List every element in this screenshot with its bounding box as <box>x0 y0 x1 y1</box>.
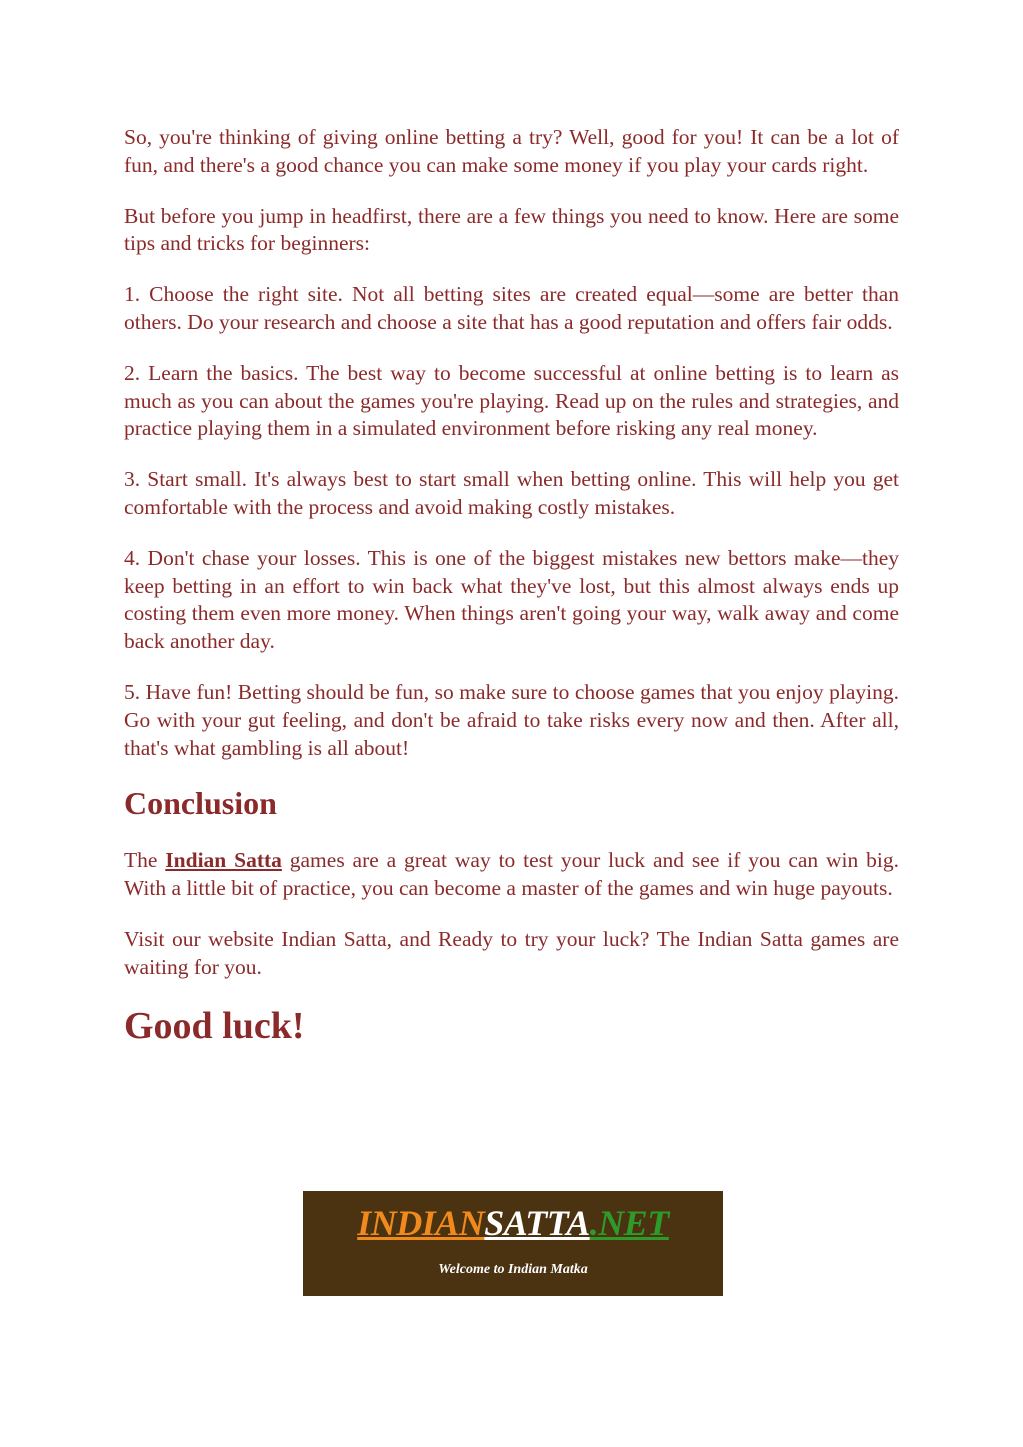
logo-word-indian: INDIAN <box>357 1203 485 1243</box>
before-paragraph: But before you jump in headfirst, there are a few things you need to know. Here are some tips and tricks for beginners: <box>124 203 899 256</box>
tip-2-paragraph: 2. Learn the basics. The best way to become successful at online betting is to learn as much as you can about the games you're playing. Read up on the rules and strategies, and practice playing them in a simulated environment before risking any real money. <box>124 360 899 441</box>
indian-satta-link[interactable]: Indian Satta <box>165 848 282 873</box>
tip-4-paragraph: 4. Don't chase your losses. This is one of the biggest mistakes new bettors make—they keep betting in an effort to win back what they've lost, but this almost always ends up costing them even more money. When things aren't going your way, walk away and come back another day. <box>124 545 899 654</box>
tip-5-paragraph: 5. Have fun! Betting should be fun, so make sure to choose games that you enjoy playing. Go with your gut feeling, and don't be afraid to take risks every now and then. After all, that's what gambling is all about! <box>124 679 899 760</box>
logo-word-satta: SATTA <box>484 1203 590 1243</box>
conclusion-paragraph-1 <box>124 847 899 903</box>
document-body <box>124 124 899 1071</box>
conclusion-paragraph-2: Visit our website Indian Satta, and Ready to try your luck? The Indian Satta games are waiting for you. <box>124 926 899 979</box>
tip-3-paragraph: 3. Start small. It's always best to start small when betting online. This will help you get comfortable with the process and avoid making costly mistakes. <box>124 467 899 519</box>
tip-1-paragraph: 1. Choose the right site. Not all betting sites are created equal—some are better than others. Do your research and choose a site that has a good reputation and offers fair odds. <box>124 282 899 334</box>
conclusion-text-after: games are a great way to test your luck and see if you can win big. With a little bit of practice, you can become a master of the games and win huge payouts. <box>124 848 899 901</box>
good-luck-heading: Good luck! <box>124 1004 305 1047</box>
logo-tagline: Welcome to Indian Matka <box>438 1262 588 1277</box>
indiansatta-logo-banner <box>303 1191 723 1296</box>
logo-wordmark <box>303 1203 723 1243</box>
intro-paragraph: So, you're thinking of giving online betting a try? Well, good for you! It can be a lot of fun, and there's a good chance you can make some money if you play your cards right. <box>124 125 899 177</box>
logo-word-net: .NET <box>589 1203 669 1243</box>
conclusion-text-before: The <box>124 848 166 873</box>
conclusion-heading: Conclusion <box>124 785 277 822</box>
